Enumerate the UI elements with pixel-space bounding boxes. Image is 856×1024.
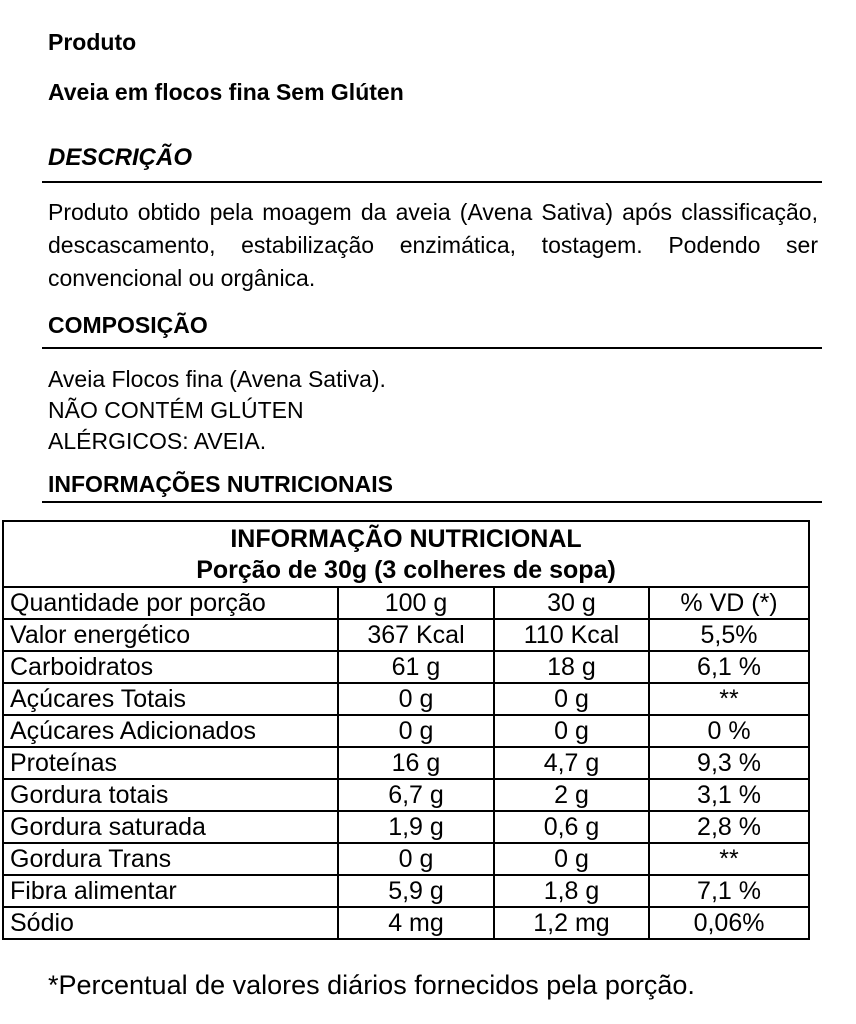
table-portion: Porção de 30g (3 colheres de sopa) [196, 556, 616, 584]
description-text: Produto obtido pela moagem da aveia (Avena Sativa) após classificação, descascamento, estabilização enzimática, tostagem. Podendo ser convencional ou orgânica. [48, 199, 818, 291]
header-cell-quantity: Quantidade por porção [3, 587, 338, 619]
table-row [3, 715, 809, 747]
value-vd: 7,1 % [649, 875, 809, 907]
nutrient-name: Fibra alimentar [3, 875, 338, 907]
table-row [3, 811, 809, 843]
nutrient-name: Gordura Trans [3, 843, 338, 875]
value-vd: 0,06% [649, 907, 809, 939]
table-row [3, 907, 809, 939]
table-row [3, 843, 809, 875]
description-rule [42, 181, 822, 183]
value-100g: 16 g [338, 747, 494, 779]
nutrient-name: Proteínas [3, 747, 338, 779]
table-title-row [3, 521, 809, 587]
value-30g: 0 g [494, 843, 649, 875]
table-row [3, 779, 809, 811]
composition-heading: COMPOSIÇÃO [48, 312, 208, 338]
composition-line-2: NÃO CONTÉM GLÚTEN [48, 397, 304, 423]
nutrient-name: Valor energético [3, 619, 338, 651]
nutrition-info-rule [42, 501, 822, 503]
nutrient-name: Gordura saturada [3, 811, 338, 843]
value-100g: 5,9 g [338, 875, 494, 907]
value-100g: 1,9 g [338, 811, 494, 843]
header-cell-vd: % VD (*) [649, 587, 809, 619]
value-100g: 61 g [338, 651, 494, 683]
value-100g: 6,7 g [338, 779, 494, 811]
nutrition-table [2, 520, 810, 940]
value-30g: 18 g [494, 651, 649, 683]
composition-line-3: ALÉRGICOS: AVEIA. [48, 428, 267, 454]
nutrient-name: Gordura totais [3, 779, 338, 811]
value-30g: 1,8 g [494, 875, 649, 907]
table-row [3, 683, 809, 715]
value-vd: ** [649, 683, 809, 715]
value-30g: 1,2 mg [494, 907, 649, 939]
value-100g: 0 g [338, 843, 494, 875]
table-header-row [3, 587, 809, 619]
nutrient-name: Açúcares Totais [3, 683, 338, 715]
nutrient-name: Sódio [3, 907, 338, 939]
value-30g: 0 g [494, 683, 649, 715]
product-label: Produto [48, 29, 137, 55]
table-row [3, 875, 809, 907]
header-cell-100g: 100 g [338, 587, 494, 619]
nutrient-name: Açúcares Adicionados [3, 715, 338, 747]
header-cell-30g: 30 g [494, 587, 649, 619]
nutrient-name: Carboidratos [3, 651, 338, 683]
table-title: INFORMAÇÃO NUTRICIONAL [230, 525, 582, 553]
value-vd: 9,3 % [649, 747, 809, 779]
value-30g: 0,6 g [494, 811, 649, 843]
description-heading: DESCRIÇÃO [48, 144, 193, 171]
table-title-cell [3, 521, 809, 587]
value-30g: 0 g [494, 715, 649, 747]
value-100g: 0 g [338, 683, 494, 715]
value-100g: 0 g [338, 715, 494, 747]
table-row [3, 651, 809, 683]
composition-rule [42, 347, 822, 349]
footnote: *Percentual de valores diários fornecidos pela porção. [48, 970, 695, 1000]
product-name: Aveia em flocos fina Sem Glúten [48, 79, 404, 105]
value-100g: 367 Kcal [338, 619, 494, 651]
table-row [3, 747, 809, 779]
value-vd: ** [649, 843, 809, 875]
composition-text [48, 364, 386, 457]
value-vd: 3,1 % [649, 779, 809, 811]
value-vd: 5,5% [649, 619, 809, 651]
value-30g: 4,7 g [494, 747, 649, 779]
composition-line-1: Aveia Flocos fina (Avena Sativa). [48, 366, 386, 392]
value-100g: 4 mg [338, 907, 494, 939]
value-vd: 0 % [649, 715, 809, 747]
value-vd: 6,1 % [649, 651, 809, 683]
value-30g: 110 Kcal [494, 619, 649, 651]
nutrition-info-heading: INFORMAÇÕES NUTRICIONAIS [48, 471, 393, 497]
value-vd: 2,8 % [649, 811, 809, 843]
value-30g: 2 g [494, 779, 649, 811]
table-row [3, 619, 809, 651]
